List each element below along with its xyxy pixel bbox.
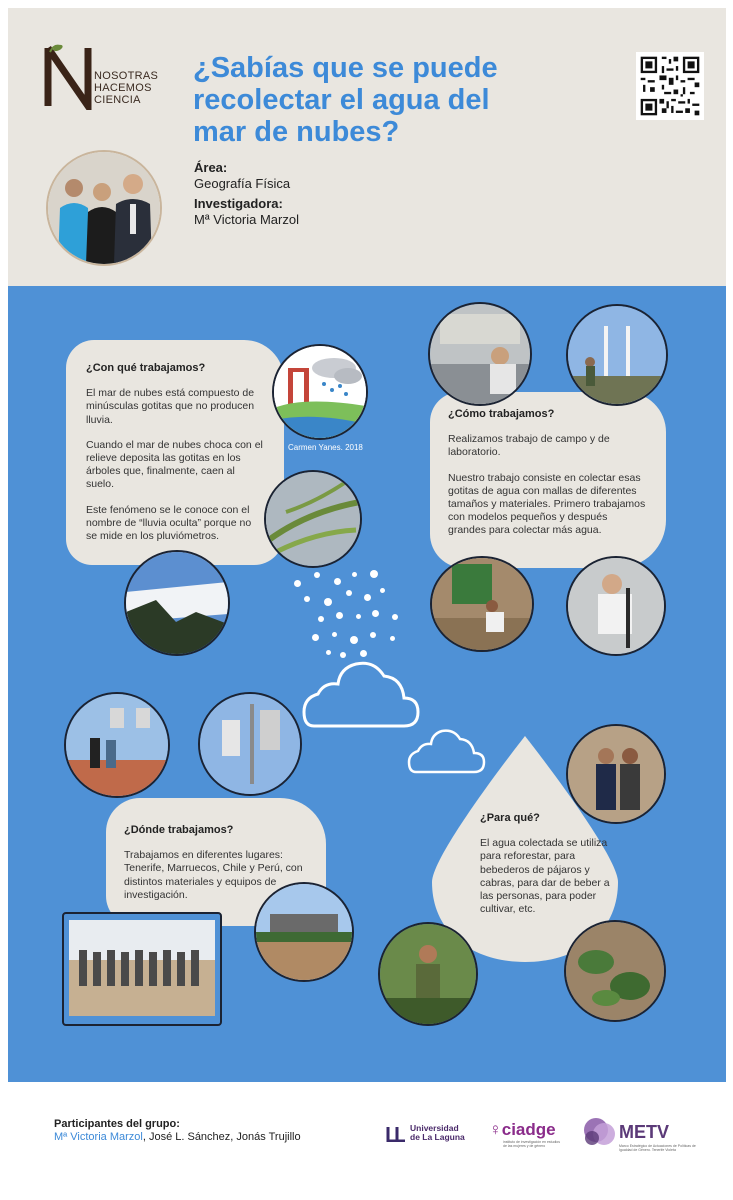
logo-line-2: HACEMOS — [94, 82, 152, 94]
metv-text: METV — [619, 1122, 670, 1142]
logo-line-1: NOSOTRAS — [94, 70, 159, 82]
group-photo — [62, 912, 222, 1026]
nosotras-logo-icon — [44, 40, 96, 110]
ull-line-1: Universidad — [410, 1123, 459, 1133]
area-value: Geografía Física — [194, 176, 291, 191]
con-que-p1: El mar de nubes está compuesto de minúsculas gotitas que no producen lluvia. — [86, 387, 255, 426]
ciadge-text: ciadge — [501, 1120, 556, 1139]
collector-photo — [198, 692, 302, 796]
card-como-trabajamos — [430, 392, 666, 568]
participants-names — [54, 1131, 301, 1143]
other-names: , José L. Sánchez, Jonás Trujillo — [142, 1131, 301, 1143]
con-que-p2: Cuando el mar de nubes choca con el relieve deposita las gotitas en los árboles que, finalmente, caen al suelo. — [86, 438, 263, 491]
como-heading: ¿Cómo trabajamos? — [448, 408, 555, 420]
page-title: ¿Sabías que se puede recolectar el agua del mar de nubes? — [193, 52, 498, 148]
ciadge-logo — [489, 1120, 556, 1140]
field-mesh-photo — [566, 304, 668, 406]
illustration-circle — [272, 344, 368, 440]
qr-code-icon[interactable] — [636, 52, 704, 120]
card-para-que — [480, 812, 612, 916]
pine-branch-photo — [264, 470, 362, 568]
como-p1: Realizamos trabajo de campo y de laboratorio. — [448, 433, 610, 459]
ciadge-subtext: instituto de investigación en estudios de las mujeres y de género — [503, 1140, 561, 1148]
logo-line-3: CIENCIA — [94, 94, 141, 106]
para-que-heading: ¿Para qué? — [480, 812, 540, 824]
mesh-landscape-photo — [254, 882, 354, 982]
con-que-heading: ¿Con qué trabajamos? — [86, 362, 206, 374]
donde-heading: ¿Dónde trabajamos? — [124, 824, 234, 836]
team-photo — [46, 150, 162, 266]
harvest-photo — [378, 922, 478, 1026]
researcher-label: Investigadora: — [194, 196, 283, 211]
participants-label: Participantes del grupo: — [54, 1118, 180, 1130]
highlight-name: Mª Victoria Marzol — [54, 1131, 143, 1143]
ull-line-2: de La Laguna — [410, 1132, 465, 1142]
sea-of-clouds-photo — [124, 550, 230, 656]
como-p2: Nuestro trabajo consiste en colectar esas gotitas de agua con mallas de diferentes tamaños y materiales. Primero trabajamos con modelos pequeños y después grandes para colectar más agua. — [448, 471, 646, 537]
donde-p1: Trabajamos en diferentes lugares: Tenerife, Marruecos, Chile y Perú, con distintos materiales y equipos de investigación. — [124, 849, 303, 901]
meta-info — [194, 160, 299, 228]
lab-work-photo — [428, 302, 532, 406]
logo-text — [94, 70, 158, 106]
area-label: Área: — [194, 160, 228, 175]
ull-logo-icon — [386, 1126, 406, 1142]
field-tank-photo — [430, 556, 534, 652]
cloud-large-icon — [300, 656, 420, 730]
ciadge-symbol-icon: ♀ — [489, 1120, 502, 1139]
instrument-photo — [566, 556, 666, 656]
con-que-p3: Este fenómeno se le conoce con el nombre de “lluvia oculta” porque no se mide en los pluviómetros. — [86, 503, 252, 543]
rooftop-photo — [64, 692, 170, 798]
ull-text — [410, 1124, 465, 1142]
metv-logo-icon — [582, 1116, 618, 1148]
women-photo — [566, 724, 666, 824]
card-con-que-trabajamos — [66, 340, 284, 565]
para-que-p1: El agua colectada se utiliza para reforestar, para bebederos de pájaros y cabras, para dar de beber a las personas, para poder cultivar, etc. — [480, 837, 610, 916]
garden-photo — [564, 920, 666, 1022]
metv-subtext: Marco Estratégico de Actuaciones de Políticas de Igualdad de Género. Tenerife Violeta — [619, 1144, 696, 1152]
researcher-value: Mª Victoria Marzol — [194, 212, 299, 227]
illustration-caption: Carmen Yanes. 2018 — [288, 443, 363, 452]
cloud-small-icon — [406, 726, 486, 776]
